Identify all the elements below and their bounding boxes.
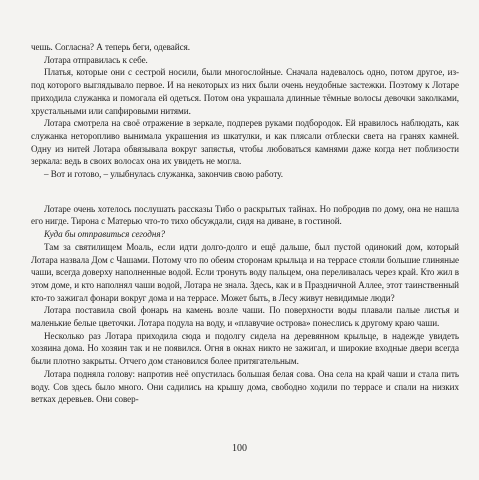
section-gap [31, 181, 459, 203]
paragraph: Лотара подняла голову: напротив неё опустилась большая белая сова. Она села на край чаши и стала пить воду. Сов здесь было много. Они садились на крышу дома, свободно ходили по террасе и спали на низких ветках деревьев. Они совер- [31, 368, 459, 405]
page-number: 100 [232, 443, 247, 454]
italic-paragraph: Куда бы отправиться сегодня? [44, 229, 165, 240]
paragraph: Лотара отправилась к себе. [44, 54, 148, 65]
paragraph: чешь. Согласна? А теперь беги, одевайся. [31, 42, 190, 52]
paragraph: Платья, которые они с сестрой носили, были многослойные. Сначала надевалось одно, потом другое, из-под которого выглядывало первое. И на некоторых из них были очень неудобные застежки. Поэтому к Лотаре приходила служанка и помогала ей одеться. Потом она украшала длинные тёмные волосы девочки заколками, хрустальными или сапфировыми нитями. [31, 67, 459, 116]
paragraph: Там за святилищем Моаль, если идти долго-долго и ещё дальше, был пустой одинокий дом, который Лотара назвала Дом с Чашами. Потому что по обеим сторонам крыльца и на террасе стояли большие глиняные чаши, всегда доверху наполненные водой. Если тронуть воду пальцем, она переливалась через край. Кто жил в этом доме, и кто наполнял чаши водой, Лотара не знала. Здесь, как и в Праздничной Аллее, этот таинственный кто-то зажигал фонари вокруг дома и на террасе. Может быть, в Лесу живут невидимые люди? [31, 241, 459, 303]
paragraph: – Вот и готово, – улыбнулась служанка, закончив свою работу. [44, 169, 283, 180]
text-block-top [31, 41, 459, 181]
paragraph: Лотаре очень хотелось послушать рассказы Тибо о раскрытых тайнах. Но побродив по дому, она не нашла его нигде. Тирона с Матерью что-то тихо обсуждали, сидя на диване, в гостиной. [31, 203, 459, 227]
text-block-bottom [31, 203, 459, 406]
paragraph: Несколько раз Лотара приходила сюда и подолгу сидела на деревянном крыльце, в надежде увидеть хозяина дома. Но хозяин так и не появился. Огня в окнах никто не зажигал, и широкие входные двери всегда были плотно закрыты. Отчего дом становился более притягательным. [31, 330, 459, 367]
paragraph: Лотара поставила свой фонарь на камень возле чаши. По поверхности воды плавали палые листья и маленькие белые цветочки. Лотара подула на воду, и «плавучие острова» понеслись к другому краю чаши. [31, 305, 459, 329]
paragraph: Лотара смотрела на своё отражение в зеркале, подперев руками подбородок. Ей нравилось наблюдать, как служанка неторопливо вынимала украшения из шкатулки, и как плясали отблески света на гранях камней. Одну из нитей Лотара обвязывала вокруг запястья, чтобы любоваться камнями даже когда нет поблизости зеркала: ведь в своих волосах она их увидеть не могла. [31, 118, 459, 167]
